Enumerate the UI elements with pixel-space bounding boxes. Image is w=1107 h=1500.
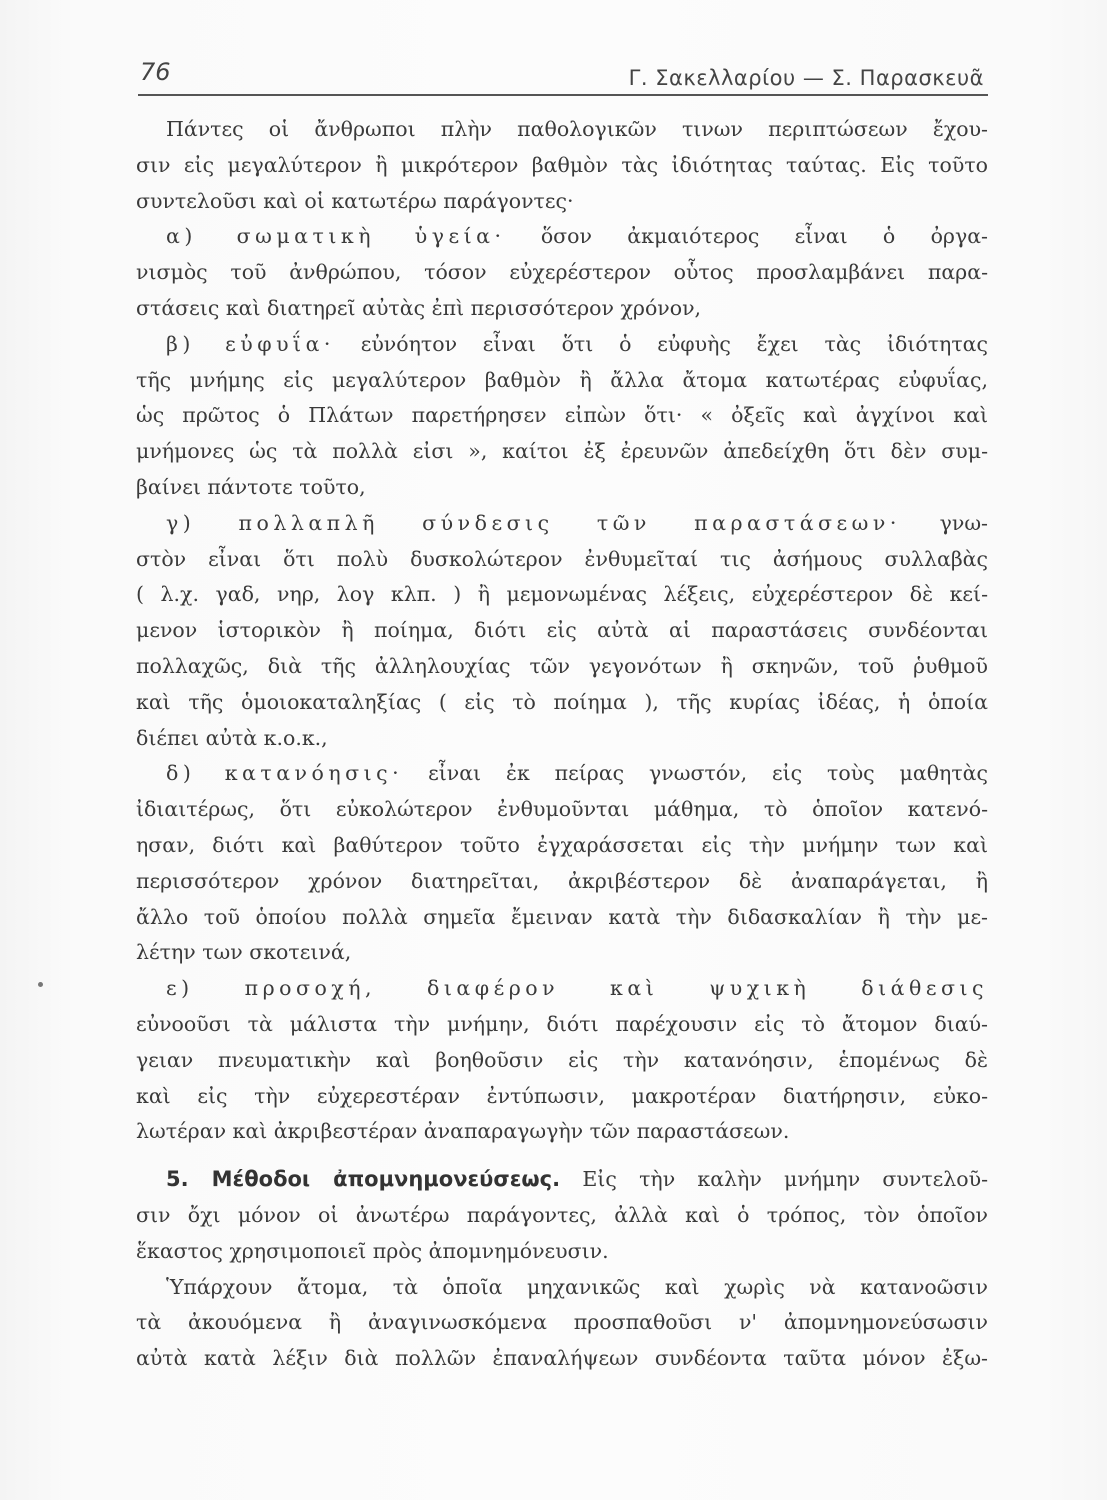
line-text: διέπει αὐτὰ κ.ο.κ., [136,725,328,750]
line-text: εἶναι ἐκ πείρας γνωστόν, εἰς τοὺς μαθητὰς [428,761,988,786]
page-header [138,54,988,96]
text-line [136,1198,988,1234]
line-text: βαίνει πάντοτε τοῦτο, [136,474,366,499]
text-line [136,148,988,184]
text-line [136,1114,988,1150]
line-text: μενον ἱστορικὸν ἢ ποίημα, διότι εἰς αὐτὰ αἱ παραστάσεις συνδέονται [136,618,988,643]
page-number: 76 [140,58,171,86]
text-line [136,935,988,971]
text-line [136,577,988,613]
text-line [136,506,988,542]
text-line [136,327,988,363]
item-heading: ε) προσοχή, διαφέρον καὶ ψυχικὴ διάθεσις [166,976,988,1001]
text-line [136,291,988,327]
line-text: ( λ.χ. γαδ, νηρ, λογ κλπ. ) ἢ μεμονωμένας λέξεις, εὐχερέστερον δὲ κεί- [136,582,988,607]
item-heading: β) εὐφυΐα· [166,331,335,356]
line-text: Πάντες οἱ ἄνθρωποι πλὴν παθολογικῶν τινων περιπτώσεων ἔχου- [166,117,988,141]
text-line [136,542,988,578]
line-text: λωτέραν καὶ ἀκριβεστέραν ἀναπαραγωγὴν τῶν παραστάσεων. [136,1119,790,1144]
line-text: γειαν πνευματικὴν καὶ βοηθοῦσιν εἰς τὴν κατανόησιν, ἑπομένως δὲ [136,1047,988,1072]
text-line [136,828,988,864]
text-line [136,112,988,148]
running-head: Γ. Σακελλαρίου — Σ. Παρασκευᾶ [628,66,984,90]
item-heading: γ) πολλαπλῆ σύνδεσις τῶν παραστάσεων· [166,510,901,535]
line-text: πολλαχῶς, διὰ τῆς ἀλληλουχίας τῶν γεγονότων ἢ σκηνῶν, τοῦ ῥυθμοῦ [136,653,988,678]
line-text: ἄλλο τοῦ ὁποίου πολλὰ σημεῖα ἔμειναν κατὰ τὴν διδασκαλίαν ἢ τὴν με- [136,904,988,929]
text-line [136,1341,988,1377]
line-text: ἰδιαιτέρως, ὅτι εὐκολώτερον ἐνθυμοῦνται μάθημα, τὸ ὁποῖον κατενό- [136,797,988,822]
line-text: Ὑπάρχουν ἄτομα, τὰ ὁποῖα μηχανικῶς καὶ χωρὶς νὰ κατανοῶσιν [166,1274,988,1299]
line-text: καὶ εἰς τὴν εὐχερεστέραν ἐντύπωσιν, μακροτέραν διατήρησιν, εὐκο- [136,1083,988,1108]
text-line [136,184,988,220]
text-line [136,1007,988,1043]
text-line [136,398,988,434]
line-text: τὰ ἀκουόμενα ἢ ἀναγινωσκόμενα προσπαθοῦσι ν' ἀπομνημονεύσωσιν [136,1310,988,1335]
line-text: εὐνόητον εἶναι ὅτι ὁ εὐφυὴς ἔχει τὰς ἰδιότητας [360,331,988,356]
line-text: ἕκαστος χρησιμοποιεῖ πρὸς ἀπομνημόνευσιν. [136,1238,609,1263]
text-line [136,649,988,685]
text-line [136,255,988,291]
text-line [136,1234,988,1270]
text-line [136,1162,988,1198]
line-text: εὐνοοῦσι τὰ μάλιστα τὴν μνήμην, διότι παρέχουσιν εἰς τὸ ἄτομον διαύ- [136,1011,988,1036]
line-text: γνω- [939,510,988,535]
line-text: σιν εἰς μεγαλύτερον ἢ μικρότερον βαθμὸν τὰς ἰδιότητας ταύτας. Εἰς τοῦτο [136,152,988,177]
line-text: τῆς μνήμης εἰς μεγαλύτερον βαθμὸν ἢ ἄλλα ἄτομα κατωτέρας εὐφυΐας, [136,367,988,392]
item-heading: δ) κατανόησις· [166,761,404,786]
text-line [136,1270,988,1306]
line-text: αὐτὰ κατὰ λέξιν διὰ πολλῶν ἐπαναλήψεων συνδέοντα ταῦτα μόνον ἐξω- [136,1346,988,1371]
text-line [136,721,988,757]
text-line [136,864,988,900]
line-text: ὅσον ἀκμαιότερος εἶναι ὁ ὀργα- [540,224,988,249]
text-line [136,971,988,1007]
line-text: καὶ τῆς ὁμοιοκαταληξίας ( εἰς τὸ ποίημα ), τῆς κυρίας ἰδέας, ἡ ὁποία [136,689,988,714]
text-line [136,1079,988,1115]
line-text: συντελοῦσι καὶ οἱ κατωτέρω παράγοντες· [136,188,574,213]
line-text: λέτην των σκοτεινά, [136,940,352,965]
text-line [136,363,988,399]
text-line [136,756,988,792]
text-line [136,219,988,255]
line-text: ησαν, διότι καὶ βαθύτερον τοῦτο ἐγχαράσσεται εἰς τὴν μνήμην των καὶ [136,832,988,857]
body-text [136,112,988,1377]
text-line [136,900,988,936]
line-text: στάσεις καὶ διατηρεῖ αὐτὰς ἐπὶ περισσότερον χρόνον, [136,295,702,320]
line-text: νισμὸς τοῦ ἀνθρώπου, τόσον εὐχερέστερον οὗτος προσλαμβάνει παρα- [136,260,988,285]
item-heading: α) σωματικὴ ὑγεία· [166,224,506,249]
text-line [136,1305,988,1341]
text-line [136,1043,988,1079]
line-text: Εἰς τὴν καλὴν μνήμην συντελοῦ- [582,1167,988,1192]
line-text: περισσότερον χρόνον διατηρεῖται, ἀκριβέστερον δὲ ἀναπαράγεται, ἢ [136,868,988,893]
line-text: στὸν εἶναι ὅτι πολὺ δυσκολώτερον ἐνθυμεῖταί τις ἀσήμους συλλαβὰς [136,546,988,571]
line-text: σιν ὄχι μόνον οἱ ἀνωτέρω παράγοντες, ἀλλὰ καὶ ὁ τρόπος, τὸν ὁποῖον [136,1202,988,1227]
section-heading: 5. Μέθοδοι ἀπομνημονεύσεως. [166,1167,561,1192]
text-line [136,434,988,470]
margin-mark [38,982,43,987]
text-line [136,792,988,828]
text-line [136,685,988,721]
text-line [136,470,988,506]
text-line [136,613,988,649]
line-text: ὡς πρῶτος ὁ Πλάτων παρετήρησεν εἰπὼν ὅτι· « ὀξεῖς καὶ ἀγχίνοι καὶ [136,403,988,428]
line-text: μνήμονες ὡς τὰ πολλὰ εἰσι », καίτοι ἐξ ἐρευνῶν ἀπεδείχθη ὅτι δὲν συμ- [136,439,988,464]
